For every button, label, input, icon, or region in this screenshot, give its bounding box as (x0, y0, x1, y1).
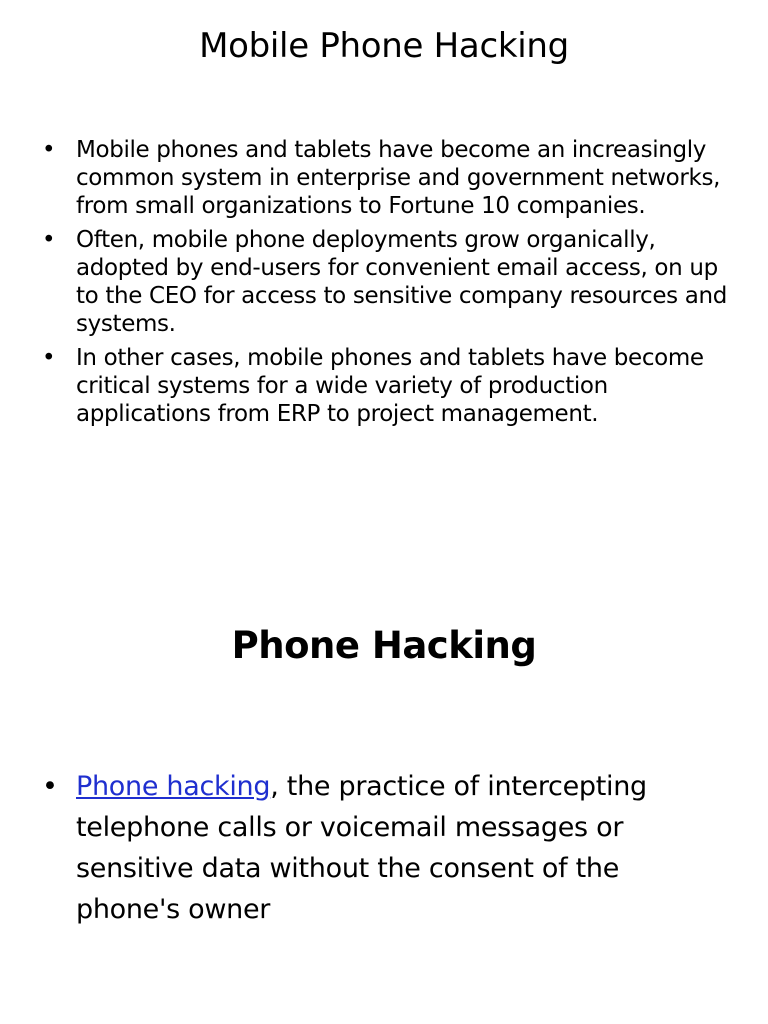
bullet-list (40, 136, 730, 434)
list-item (40, 136, 730, 220)
list-item (40, 344, 730, 428)
slide-title: Mobile Phone Hacking (199, 26, 569, 66)
slide-phone-hacking (0, 512, 768, 1024)
slide-title: Phone Hacking (231, 624, 537, 667)
bullet-text: , the practice of intercepting telephone calls or voicemail messages or sensitive data without the consent of the phone's owner (76, 771, 647, 925)
bullet-icon: • (42, 137, 56, 163)
bullet-icon: • (42, 771, 58, 802)
bullet-text: In other cases, mobile phones and tablets have become critical systems for a wide variety of production applications from ERP to project management. (76, 345, 704, 427)
phone-hacking-link[interactable]: Phone hacking (76, 771, 271, 802)
bullet-icon: • (42, 345, 56, 371)
bullet-icon: • (42, 227, 56, 253)
bullet-list (40, 766, 700, 930)
bullet-text: Mobile phones and tablets have become an increasingly common system in enterprise and government networks, from small organizations to Fortune 10 companies. (76, 137, 721, 219)
bullet-text: Often, mobile phone deployments grow organically, adopted by end-users for convenient email access, on up to the CEO for access to sensitive company resources and systems. (76, 227, 727, 337)
list-item (40, 226, 730, 338)
list-item (40, 766, 700, 930)
